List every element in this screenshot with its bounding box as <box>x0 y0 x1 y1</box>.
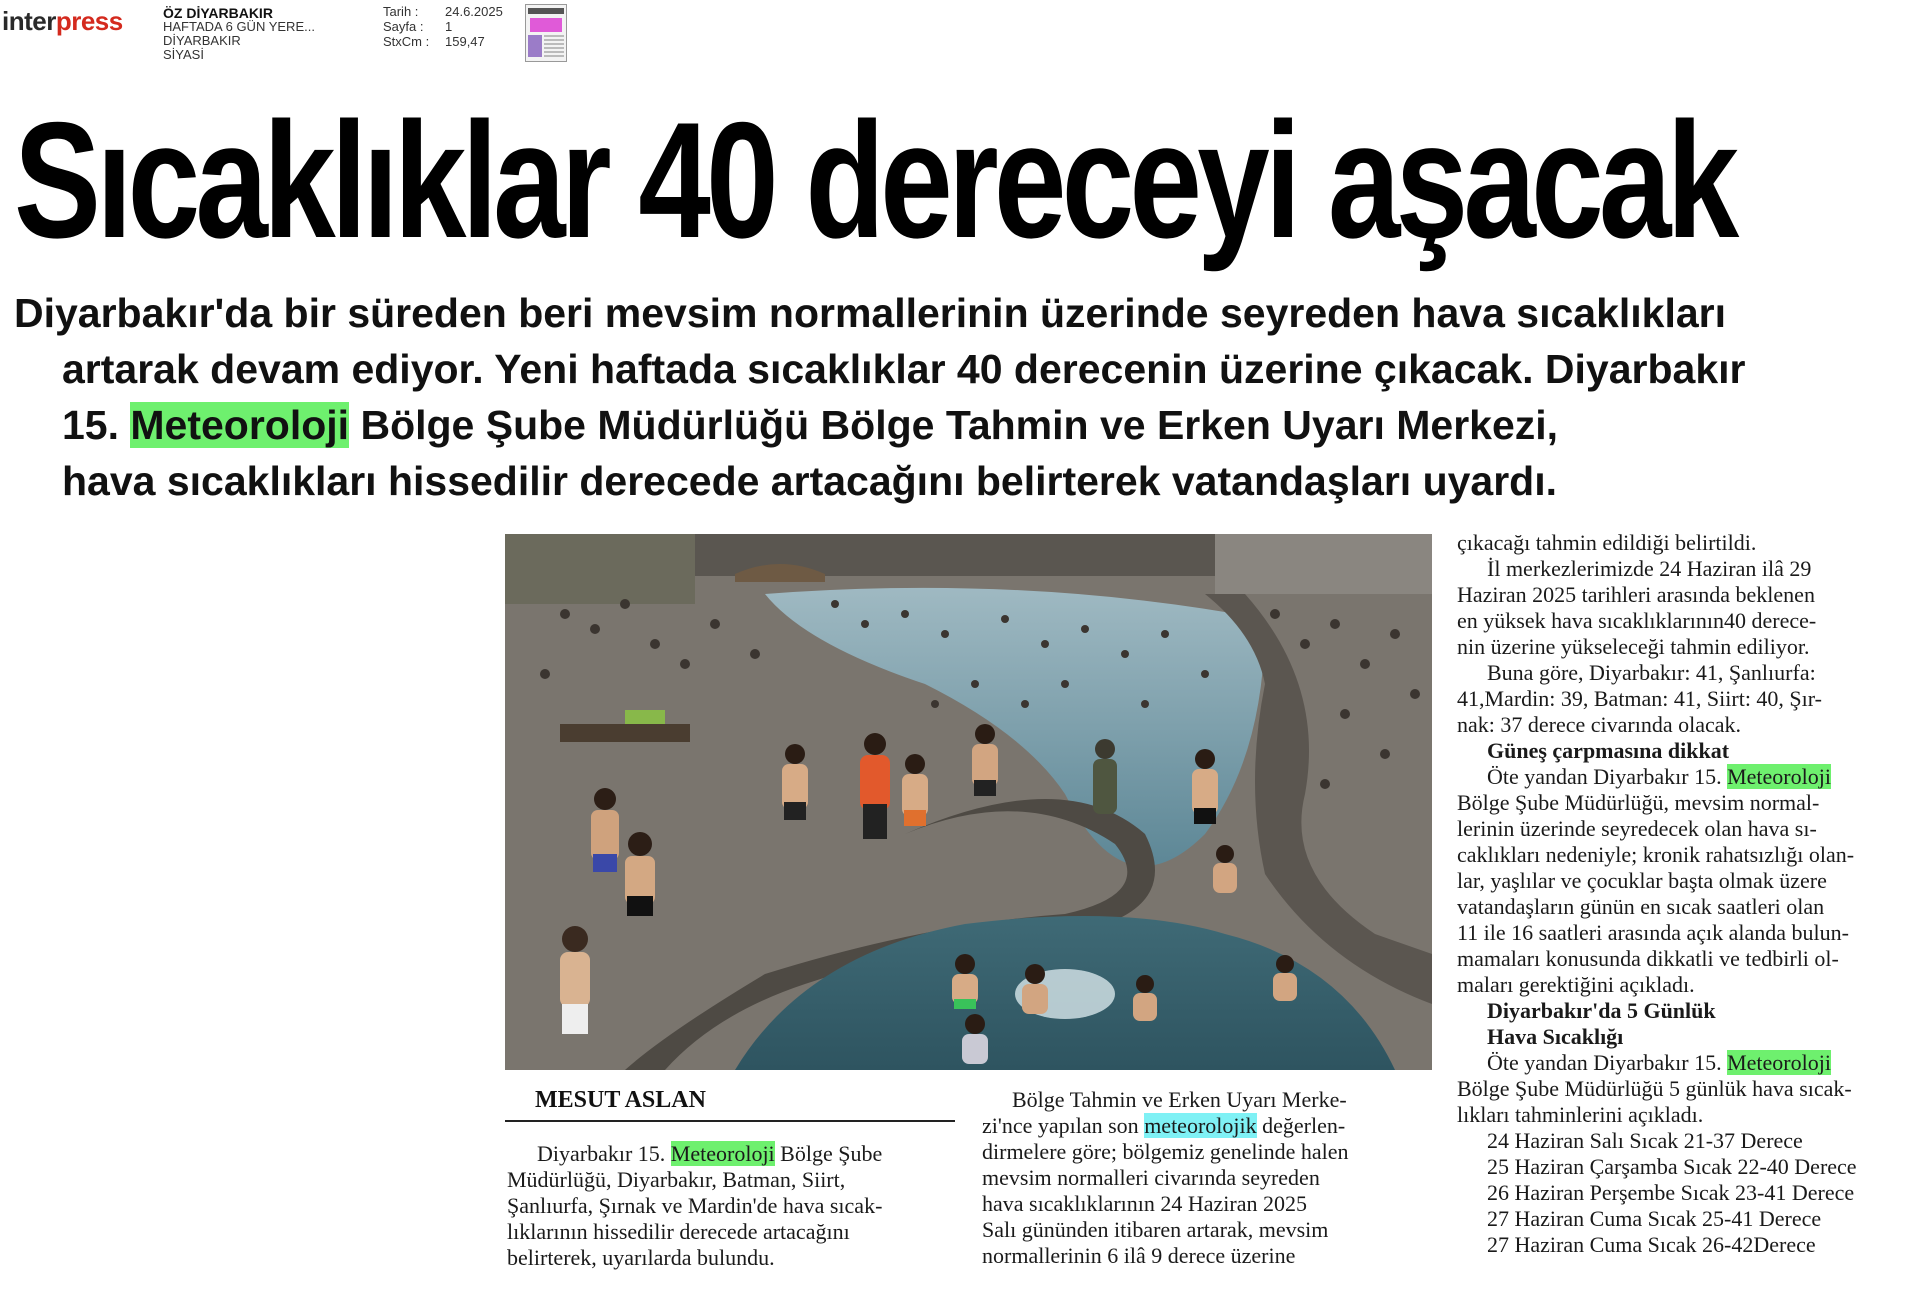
lead-line: hava sıcaklıkları hissedilir derecede artacağını belirterek vatandaşları uyardı. <box>62 458 1557 504</box>
text-line: Müdürlüğü, Diyarbakır, Batman, Siirt, <box>507 1167 846 1192</box>
article-column-1 <box>507 1141 882 1271</box>
keyword-highlight: Meteoroloji <box>130 402 350 448</box>
lead-line: 15. Meteoroloji Bölge Şube Müdürlüğü Bölge Tahmin ve Erken Uyarı Merkezi, <box>62 402 1559 448</box>
text-line: lerinin üzerinde seyredecek olan hava sı- <box>1457 816 1817 841</box>
clipping-header <box>0 0 600 66</box>
text-line: mamaları konusunda dikkatli ve tedbirli ol- <box>1457 946 1839 971</box>
page-thumbnail[interactable] <box>525 4 567 62</box>
keyword-highlight: Meteoroloji <box>670 1141 775 1166</box>
text-line: Buna göre, Diyarbakır: 41, Şanlıurfa: <box>1487 660 1816 685</box>
article-column-2 <box>982 1087 1349 1269</box>
publication-city: DİYARBAKIR <box>163 33 241 48</box>
subheading: Hava Sıcaklığı <box>1487 1024 1624 1049</box>
publication-section: SİYASİ <box>163 47 204 62</box>
text-line: lıklarının hissedilir derecede artacağını <box>507 1219 850 1244</box>
keyword-highlight: meteorolojik <box>1144 1113 1257 1138</box>
text-line: mevsim normalleri civarında seyreden <box>982 1165 1320 1190</box>
text-line: çıkacağı tahmin edildiği belirtildi. <box>1457 530 1757 555</box>
text-line: vatandaşların günün en sıcak saatleri olan <box>1457 894 1825 919</box>
headline: Sıcaklıklar 40 dereceyi aşacak <box>14 88 1735 272</box>
publication-frequency: HAFTADA 6 GÜN YERE... <box>163 19 315 34</box>
lead-line: artarak devam ediyor. Yeni haftada sıcaklıklar 40 derecenin üzerine çıkacak. Diyarbakır <box>62 346 1746 392</box>
text-line: Öte yandan Diyarbakır 15. Meteoroloji <box>1487 1050 1831 1075</box>
keyword-highlight: Meteoroloji <box>1727 1050 1831 1075</box>
forecast-line: 24 Haziran Salı Sıcak 21-37 Derece <box>1487 1128 1803 1153</box>
byline: MESUT ASLAN <box>505 1087 955 1122</box>
article-photo <box>505 534 1432 1070</box>
text-line: Diyarbakır 15. Meteoroloji Bölge Şube <box>537 1141 883 1166</box>
text-line: lar, yaşlılar ve çocuklar başta olmak üzere <box>1457 868 1827 893</box>
date-label: Tarih : <box>383 4 419 19</box>
text-line: caklıkları nedeniyle; kronik rahatsızlığı olan- <box>1457 842 1855 867</box>
subheading: Diyarbakır'da 5 Günlük <box>1487 998 1716 1023</box>
text-line: belirterek, uyarılarda bulundu. <box>507 1245 775 1270</box>
article-column-3 <box>1457 530 1857 1258</box>
text-line: nin üzerine yükseleceği tahmin ediliyor. <box>1457 634 1810 659</box>
page-label: Sayfa : <box>383 19 424 34</box>
text-line: Öte yandan Diyarbakır 15. Meteoroloji <box>1487 764 1831 789</box>
text-line: lıkları tahminlerini açıkladı. <box>1457 1102 1704 1127</box>
text-line: normallerinin 6 ilâ 9 derece üzerine <box>982 1243 1296 1268</box>
text-line: Haziran 2025 tarihleri arasında beklenen <box>1457 582 1815 607</box>
clipping-meta <box>383 4 503 49</box>
text-line: hava sıcaklıklarının 24 Haziran 2025 <box>982 1191 1308 1216</box>
publication-info <box>163 6 315 62</box>
date-value: 24.6.2025 <box>445 4 503 19</box>
forecast-line: 26 Haziran Perşembe Sıcak 23-41 Derece <box>1487 1180 1855 1205</box>
text-line: Bölge Şube Müdürlüğü, mevsim normal- <box>1457 790 1820 815</box>
text-line: Salı gününden itibaren artarak, mevsim <box>982 1217 1329 1242</box>
text-line: zi'nce yapılan son meteorolojik değerlen- <box>982 1113 1346 1138</box>
lead-line: Diyarbakır'da bir süreden beri mevsim normallerinin üzerinde seyreden hava sıcaklıkları <box>14 290 1726 336</box>
publication-name: ÖZ DİYARBAKIR <box>163 5 273 21</box>
forecast-line: 27 Haziran Cuma Sıcak 25-41 Derece <box>1487 1206 1822 1231</box>
text-line: en yüksek hava sıcaklıklarının40 derece- <box>1457 608 1817 633</box>
forecast-line: 27 Haziran Cuma Sıcak 26-42Derece <box>1487 1232 1816 1257</box>
subheading: Güneş çarpmasına dikkat <box>1487 738 1730 763</box>
keyword-highlight: Meteoroloji <box>1727 764 1831 789</box>
page-value: 1 <box>445 19 453 34</box>
text-line: Bölge Şube Müdürlüğü 5 günlük hava sıcak- <box>1457 1076 1852 1101</box>
forecast-line: 25 Haziran Çarşamba Sıcak 22-40 Derece <box>1487 1154 1857 1179</box>
text-line: nak: 37 derece civarında olacak. <box>1457 712 1742 737</box>
text-line: dirmelere göre; bölgemiz genelinde halen <box>982 1139 1349 1164</box>
pool-crowd-illustration <box>505 534 1432 1070</box>
text-line: Şanlıurfa, Şırnak ve Mardin'de hava sıcak- <box>507 1193 883 1218</box>
text-line: maları gerektiğini açıkladı. <box>1457 972 1695 997</box>
size-value: 159,47 <box>445 34 485 49</box>
lead-paragraph <box>14 285 1914 509</box>
text-line: İl merkezlerimizde 24 Haziran ilâ 29 <box>1487 556 1812 581</box>
text-line: 11 ile 16 saatleri arasında açık alanda bulun- <box>1457 920 1849 945</box>
interpress-logo: interpress <box>2 6 123 36</box>
text-line: Bölge Tahmin ve Erken Uyarı Merke- <box>1012 1087 1347 1112</box>
text-line: 41,Mardin: 39, Batman: 41, Siirt: 40, Şır- <box>1457 686 1822 711</box>
size-label: StxCm : <box>383 34 430 49</box>
